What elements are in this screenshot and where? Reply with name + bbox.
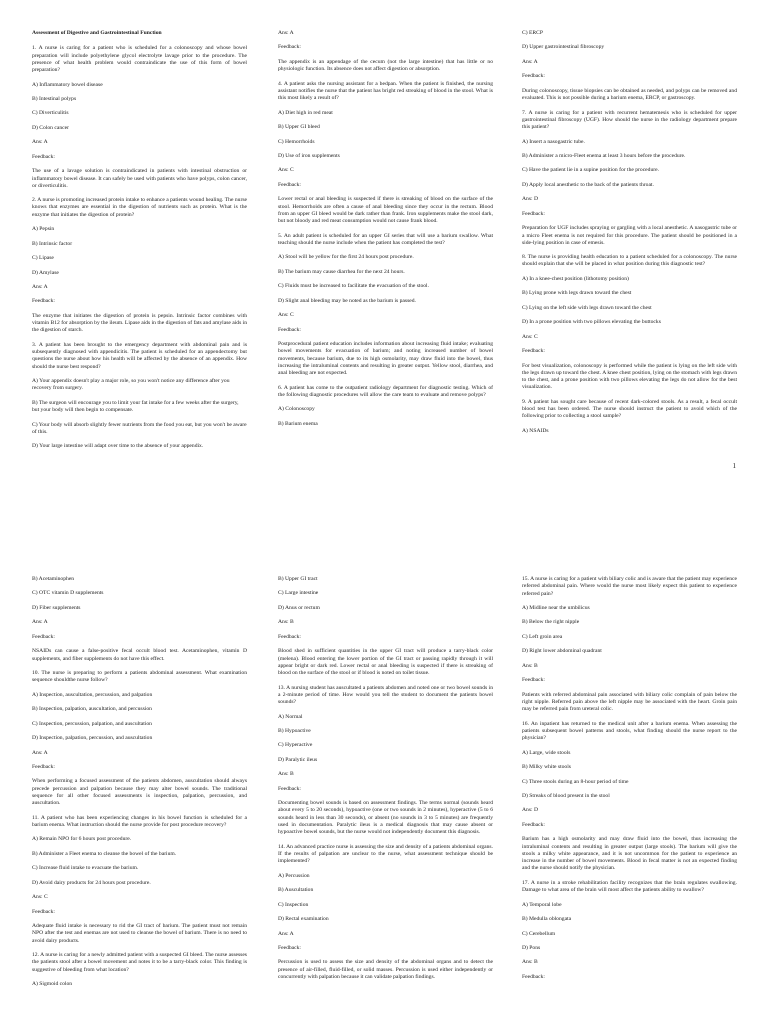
feedback-text: NSAIDs can cause a false-positive fecal occult blood test. Acetaminophen, vitamin D supplements, and fiber supplements do not have this effect.: [32, 648, 247, 662]
answer-option: D) Pons: [522, 944, 541, 951]
feedback-label: Feedback:: [522, 210, 545, 217]
question-text: 4. A patient asks the nursing assistant for a bedpan. When the patient is finished, the nursing assistant notifies the nurse that the patient has bright red streaking of blood in the stool. What is this most likely a result of?: [278, 80, 493, 102]
answer-option: C) ERCP: [522, 30, 543, 36]
question-text: 16. An inpatient has returned to the medical unit after a barium enema. When assessing the patients subsequent bowel patterns and stools, what finding should the nurse report to the physician?: [522, 720, 737, 742]
document-page-2: [0, 574, 768, 1024]
feedback-label: Feedback:: [32, 633, 55, 640]
feedback-text: During colonoscopy, tissue biopsies can be obtained as needed, and polyps can be removed and evaluated. This is not possible during a barium enema, ERCP, or gastroscopy.: [522, 87, 737, 102]
question-text: 5. An adult patient is scheduled for an upper GI series that will use a barium swallow. What teaching should the nurse include when the patient has completed the test?: [278, 232, 493, 246]
feedback-text: Preparation for UGF includes spraying or gargling with a local anesthetic. A nasogastric tube or a micro Fleet enema is not required for this procedure. The patient should be positioned in a side-lying position in case of emesis.: [522, 225, 737, 246]
page-1-column-2: [278, 30, 493, 490]
page-2-column-2: [278, 576, 493, 1022]
answer-option: D) Avoid dairy products for 24 hours post procedure.: [32, 879, 151, 886]
feedback-text: Lower rectal or anal bleeding is suspected if there is streaking of blood on the surface of the stool. Hemorrhoids are often a cause of anal bleeding since they occur in the rectum. Blood from an upper GI bleed would be dark rather than frank. Iron supplements make the stool dark, but not bloody and red meat consumption would not cause frank blood.: [278, 196, 493, 225]
answer-option: C) Diverticulitis: [32, 110, 69, 117]
answer-option: A) Your appendix doesn't play a major role, so you won't notice any difference after you recovery from surgery.: [32, 378, 230, 392]
answer-option: B) The barium may cause diarrhea for the next 24 hours.: [278, 268, 405, 275]
feedback-label: Feedback:: [278, 44, 301, 51]
answer-key: Ans: C: [278, 167, 294, 174]
answer-option: B) Administer a micro-Fleet enema at least 3 hours before the procedure.: [522, 152, 686, 159]
feedback-text: The appendix is an appendage of the cecum (not the large intestine) that has little or no physiologic function. Its absence does not affect digestion or absorption.: [278, 58, 493, 73]
answer-option: A) Large, wide stools: [522, 749, 571, 756]
answer-option: A) Colonoscopy: [278, 406, 315, 413]
answer-option: A) Temporal lobe: [522, 901, 562, 908]
answer-option: B) Hypoactive: [278, 727, 311, 734]
answer-option: C) Lying on the left side with legs drawn toward the chest: [522, 304, 652, 311]
answer-option: D) In a prone position with two pillows elevating the buttocks: [522, 319, 661, 326]
answer-option: B) Administer a Fleet enema to cleanse the bowel of the barium.: [32, 850, 177, 857]
answer-option: B) Intrinsic factor: [32, 240, 73, 247]
answer-key: Ans: A: [32, 749, 48, 756]
question-text: 14. An advanced practice nurse is assessing the size and density of a patients abdominal organs. If the results of palpation are unclear to the nurse, what assessment technique should be implemented?: [278, 843, 493, 865]
answer-option: D) Colon cancer: [32, 124, 69, 131]
feedback-text: When performing a focused assessment of the patients abdomen, auscultation should always precede percussion and palpation because they may alter bowel sounds. The traditional sequence for all other focused assessments is inspection, palpation, percussion, and auscultation.: [32, 778, 247, 807]
feedback-text: Blood shed in sufficient quantities in the upper GI tract will produce a tarry-black color (melena). Blood entering the lower portion of the GI tract or passing rapidly through it will appear bright or dark red. Lower rectal or anal bleeding is suspected if there is streaking of blood on the surface of the stool or if blood is noted on toilet tissue.: [278, 648, 493, 677]
answer-option: D) Apply local anesthetic to the back of the patients throat.: [522, 181, 654, 188]
answer-option: B) Auscultation: [278, 887, 314, 894]
answer-option: B) Milky white stools: [522, 764, 571, 771]
feedback-text: Adequate fluid intake is necessary to rid the GI tract of barium. The patient must not remain NPO after the test and enemas are not used to cleanse the bowel of barium. There is no need to avoid dairy products.: [32, 923, 247, 944]
answer-key: Ans: A: [278, 30, 294, 36]
document-page-1: [0, 0, 768, 500]
answer-option: C) Have the patient lie in a supine position for the procedure.: [522, 167, 660, 174]
answer-option: B) Inspection, palpation, auscultation, and percussion: [32, 706, 152, 713]
answer-key: Ans: D: [522, 807, 539, 814]
answer-option: A) Insert a nasogastric tube.: [522, 138, 585, 145]
answer-key: Ans: C: [278, 312, 294, 319]
answer-option: D) Fiber supplements: [32, 604, 81, 611]
question-text: 3. A patient has been brought to the emergency department with abdominal pain and is subsequently diagnosed with appendicitis. The patient is scheduled for an appendectomy but questions the nurse about how his health will be affected by the absence of an appendix. How should the nurse best respond?: [32, 341, 247, 370]
answer-key: Ans: A: [522, 58, 538, 65]
answer-option: A) Stool will be yellow for the first 24 hours post procedure.: [278, 254, 414, 261]
answer-option: D) Right lower abdominal quadrant: [522, 648, 602, 655]
question-text: 15. A nurse is caring for a patient with biliary colic and is aware that the patient may experience referred abdominal pain. Where would the nurse most likely expect this patient to experience referred pain?: [522, 576, 737, 597]
answer-key: Ans: B: [522, 662, 538, 669]
answer-key: Ans: A: [32, 619, 48, 626]
question-text: 6. A patient has come to the outpatient radiology department for diagnostic testing. Which of the following diagnostic procedures will allow the care team to evaluate and remove polyps?: [278, 384, 493, 398]
answer-option: A) In a knee-chest position (lithotomy position): [522, 275, 629, 282]
document-title: Assessment of Digestive and Gastrointestinal Function: [32, 30, 162, 36]
question-text: 17. A nurse in a stroke rehabilitation facility recognizes that the brain regulates swallowing. Damage to what area of the brain will most affect the patients ability to swallow?: [522, 879, 737, 894]
answer-option: A) Percussion: [278, 872, 310, 879]
feedback-label: Feedback:: [32, 908, 55, 915]
page-1-column-1: [32, 30, 247, 490]
answer-option: A) Sigmoid colon: [32, 981, 73, 988]
page-gap: [0, 500, 768, 574]
feedback-text: Postprocedural patient education includes information about increasing fluid intake; evaluating bowel movements for evacuation of barium; and noting increased number of bowel movements, because barium, due to its high osmolarity, may draw fluid into the bowel, thus increasing the intraluminal contents and resulting in greater output. Yellow stool, diarrhea, and anal bleeding are not expected.: [278, 341, 493, 377]
feedback-label: Feedback:: [522, 677, 545, 684]
question-text: 11. A patient who has been experiencing changes in his bowel function is scheduled for a barium enema. What instruction should the nurse provide for post procedure recovery?: [32, 814, 247, 828]
answer-option: A) Midline near the umbilicus: [522, 604, 590, 611]
answer-key: Ans: A: [32, 139, 48, 146]
answer-option: D) Rectal examination: [278, 916, 329, 923]
answer-option: A) Normal: [278, 713, 303, 720]
feedback-label: Feedback:: [522, 73, 545, 80]
feedback-label: Feedback:: [278, 326, 301, 333]
answer-option: D) Paralytic ileus: [278, 756, 318, 763]
answer-option: D) Inspection, palpation, percussion, and auscultation: [32, 735, 153, 742]
answer-key: Ans: A: [32, 284, 48, 291]
answer-option: A) Inspection, auscultation, percussion, and palpation: [32, 691, 153, 698]
answer-option: D) Use of iron supplements: [278, 152, 340, 159]
answer-option: C) Cerebellum: [522, 930, 556, 937]
answer-option: C) Hyperactive: [278, 742, 313, 749]
answer-option: A) Remain NPO for 6 hours post procedure.: [32, 836, 132, 843]
question-text: 2. A nurse is promoting increased protein intake to enhance a patients wound healing. The nurse knows that enzymes are essential in the digestion of nutrients such as protein. What is the enzyme that initiates the digestion of protein?: [32, 197, 247, 218]
question-text: 7. A nurse is caring for a patient with recurrent hematemesis who is scheduled for upper gastrointestinal fibroscopy (UGF). How should the nurse in the radiology department prepare this patient?: [522, 109, 737, 131]
feedback-label: Feedback:: [32, 763, 55, 770]
answer-option: C) Inspection: [278, 901, 309, 908]
answer-option: C) Fluids must be increased to facilitate the evacuation of the stool.: [278, 283, 429, 290]
answer-option: A) NSAIDs: [522, 427, 549, 434]
feedback-label: Feedback:: [278, 181, 301, 188]
feedback-text: Patients with referred abdominal pain associated with biliary colic complain of pain below the right nipple. Referred pain above the left nipple may be associated with the heart. Groin pain may be referred pain from ureteral colic.: [522, 691, 737, 713]
page-1-column-3: [522, 30, 737, 490]
page-2-column-3: [522, 576, 737, 1022]
answer-option: B) Below the right nipple: [522, 619, 580, 626]
feedback-text: Barium has a high osmolarity and may draw fluid into the bowel, thus increasing the intraluminal contents and resulting in greater output (large stools). The barium will give the stools a milky white appearance, and it is not uncommon for the patient to experience an increase in the number of bowel movements. Blood in fecal matter is not an expected finding and the nurse should notify the physician.: [522, 836, 737, 872]
feedback-label: Feedback:: [32, 298, 55, 305]
answer-option: D) Streaks of blood present in the stool: [522, 793, 610, 800]
feedback-label: Feedback:: [522, 348, 545, 355]
feedback-text: The enzyme that initiates the digestion of protein is pepsin. Intrinsic factor combines with vitamin B12 for absorption by the ileum. Lipase aids in the digestion of fats and amylase aids in the digestion of starch.: [32, 312, 247, 334]
question-text: 1. A nurse is caring for a patient who is scheduled for a colonoscopy and whose bowel preparation will include polyethylene glycol electrolyte lavage prior to the procedure. The presence of what health problem would contraindicate the use of this form of bowel preparation?: [32, 45, 247, 74]
answer-key: Ans: C: [522, 333, 538, 340]
answer-option: A) Inflammatory bowel disease: [32, 81, 103, 88]
question-text: 13. A nursing student has auscultated a patients abdomen and noted one or two bowel sounds in a 2-minute period of time. How would you tell the student to document the patients bowel sounds?: [278, 684, 493, 706]
answer-key: Ans: A: [278, 930, 294, 937]
answer-option: C) Large intestine: [278, 590, 319, 597]
feedback-label: Feedback:: [522, 973, 545, 980]
answer-key: Ans: D: [522, 196, 539, 203]
answer-option: C) OTC vitamin D supplements: [32, 590, 104, 597]
question-text: 12. A nurse is caring for a newly admitted patient with a suspected GI bleed. The nurse assesses the patients stool after a bowel movement and notes it to be a tarry-black color. This finding is suggestive of bleeding from what location?: [32, 952, 247, 973]
answer-option: B) Lying prone with legs drawn toward the chest: [522, 290, 632, 297]
answer-option: D) Upper gastrointestinal fibroscopy: [522, 44, 605, 51]
answer-key: Ans: B: [278, 771, 294, 778]
feedback-label: Feedback:: [278, 633, 301, 640]
answer-option: B) Acetaminophen: [32, 576, 75, 582]
answer-option: C) Lipase: [32, 255, 54, 262]
answer-key: Ans: C: [32, 894, 48, 901]
feedback-label: Feedback:: [522, 821, 545, 828]
page-number: 1: [732, 462, 736, 470]
answer-option: C) Left groin area: [522, 633, 563, 640]
feedback-label: Feedback:: [32, 153, 55, 160]
question-text: 8. The nurse is providing health education to a patient scheduled for a colonoscopy. The nurse should explain that she will be placed in what position during this diagnostic test?: [522, 254, 737, 268]
answer-option: B) Barium enema: [278, 420, 318, 427]
answer-option: C) Inspection, percussion, palpation, and auscultation: [32, 720, 152, 727]
answer-key: Ans: B: [278, 619, 294, 626]
page-2-column-1: [32, 576, 247, 1022]
answer-option: B) Medulla oblongata: [522, 916, 572, 923]
answer-option: C) Three stools during an 8-hour period of time: [522, 778, 629, 785]
feedback-label: Feedback:: [278, 944, 301, 951]
answer-option: B) The surgeon will encourage you to limit your fat intake for a few weeks after the surgery, but your body will then begin to compensate.: [32, 399, 239, 414]
answer-option: C) Increase fluid intake to evacuate the barium.: [32, 865, 139, 872]
answer-option: D) Your large intestine will adapt over time to the absence of your appendix.: [32, 443, 204, 450]
feedback-text: The use of a lavage solution is contraindicated in patients with intestinal obstruction or inflammatory bowel disease. It can safely be used with patients who have polyps, colon cancer, or diverticulitis.: [32, 168, 247, 189]
answer-option: B) Upper GI bleed: [278, 124, 320, 131]
answer-option: C) Hemorrhoids: [278, 138, 315, 145]
answer-option: C) Your body will absorb slightly fewer nutrients from the food you eat, but you won't be aware of this.: [32, 421, 247, 435]
answer-option: D) Anus or rectum: [278, 604, 320, 611]
answer-option: D) Amylase: [32, 269, 59, 276]
question-text: 9. A patient has sought care because of recent dark-colored stools. As a result, a fecal occult blood test has been ordered. The nurse should instruct the patient to avoid which of the following prior to collecting a stool sample?: [522, 398, 737, 420]
answer-option: B) Intestinal polyps: [32, 95, 77, 102]
answer-option: D) Slight anal bleeding may be noted as the barium is passed.: [278, 297, 416, 304]
answer-option: B) Upper GI tract: [278, 576, 318, 582]
feedback-text: For best visualization, colonoscopy is performed while the patient is lying on the left side with the legs drawn up toward the chest. A knee chest position, lying on the stomach with legs drawn to the chest, and a prone position with two pillows elevating the legs do not allow for the best visualization.: [522, 362, 737, 391]
answer-option: A) Diet high in red meat: [278, 109, 333, 116]
feedback-label: Feedback:: [278, 785, 301, 792]
answer-option: A) Pepsin: [32, 226, 55, 233]
feedback-text: Documenting bowel sounds is based on assessment findings. The terms normal (sounds heard about every 5 to 20 seconds), hypoactive (one or two sounds in 2 minutes), hyperactive (5 to 6 sounds heard in less than 30 seconds), or absent (no sounds in 3 to 5 minutes) are frequently used in documentation. Paralytic ileus is a medical diagnosis that may cause absent or hypoactive bowel sounds, but the nurse would not independently document this diagnosis.: [278, 800, 493, 836]
feedback-text: Percussion is used to assess the size and density of the abdominal organs and to detect the presence of air-filled, fluid-filled, or solid masses. Percussion is used either independently or concurrently with palpation because it can validate palpation findings.: [278, 959, 493, 980]
answer-key: Ans: B: [522, 959, 538, 966]
question-text: 10. The nurse is preparing to perform a patients abdominal assessment. What examination sequence shouldthe nurse follow?: [32, 669, 247, 684]
